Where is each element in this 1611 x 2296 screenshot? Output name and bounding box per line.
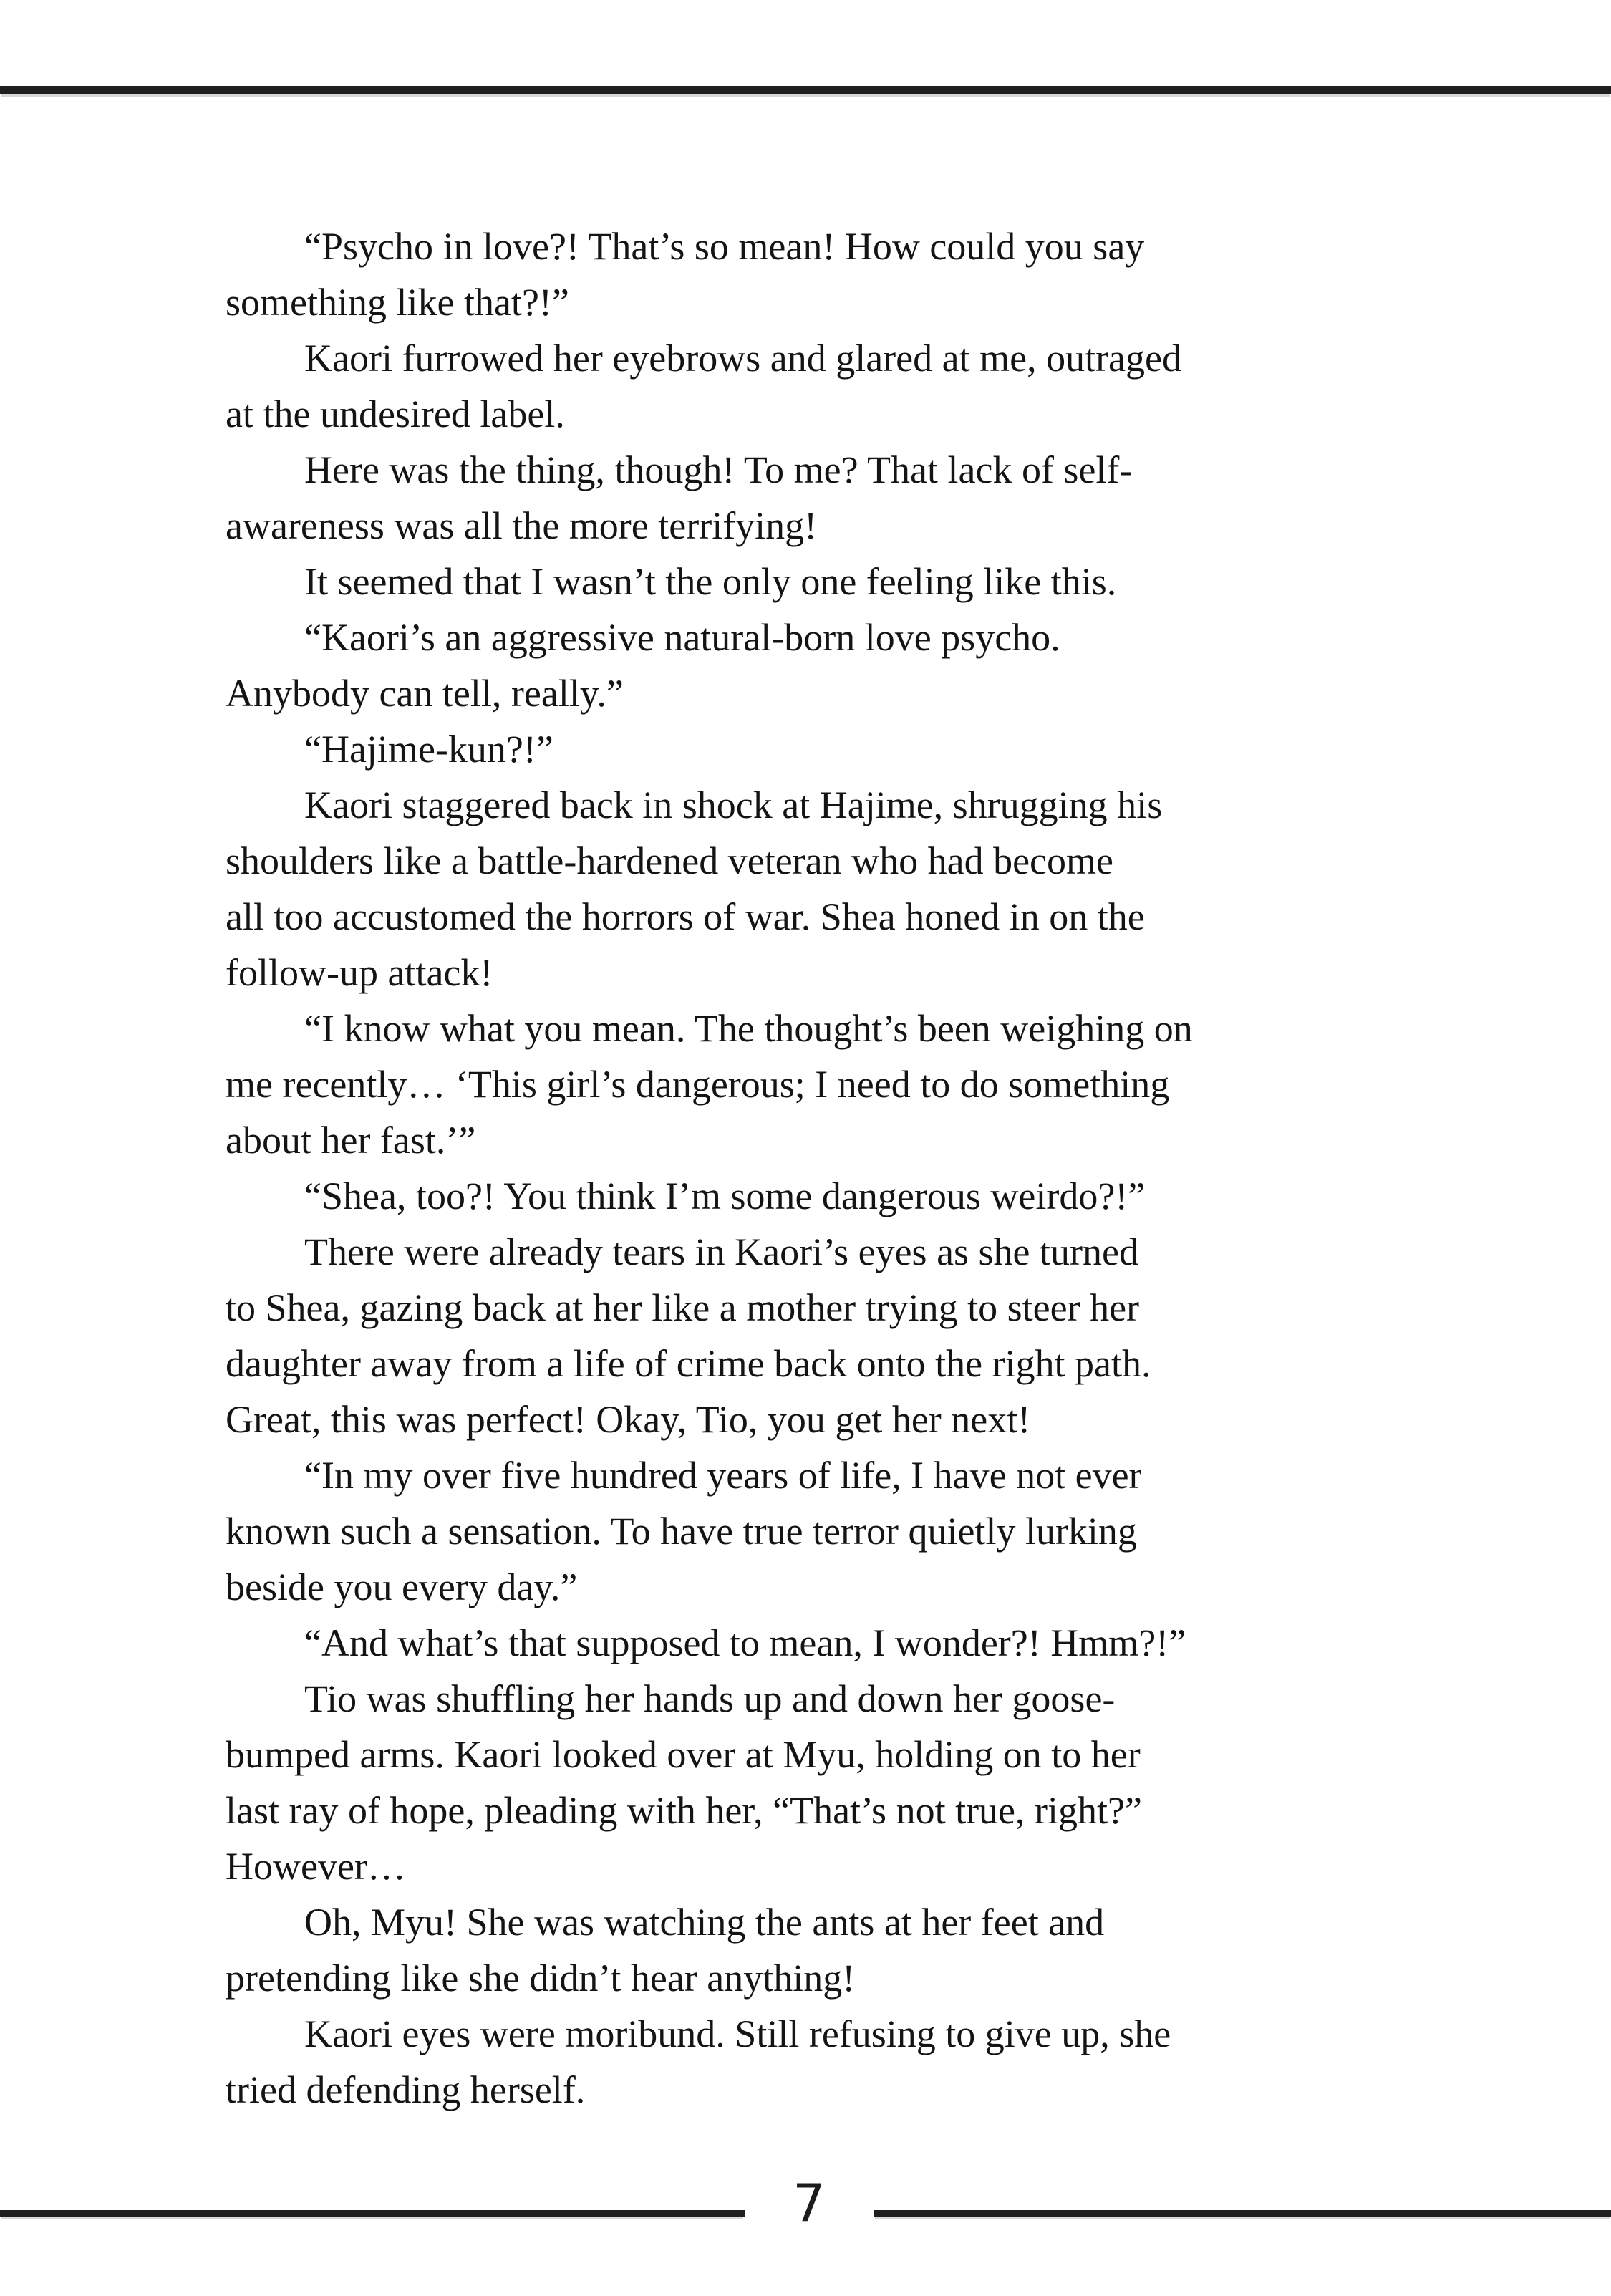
body-line: all too accustomed the horrors of war. Shea honed in on the [226,895,1145,938]
bottom-border-rule-left [0,2210,745,2217]
paragraph [226,721,1436,777]
body-line: about her fast.’” [226,1119,476,1162]
body-line: Great, this was perfect! Okay, Tio, you get her next! [226,1398,1031,1441]
body-line: daughter away from a life of crime back onto the right path. [226,1342,1151,1385]
paragraph [226,554,1436,609]
body-line: “I know what you mean. The thought’s been weighing on [304,1007,1193,1050]
body-line: “Shea, too?! You think I’m some dangerous weirdo?!” [304,1174,1146,1217]
paragraph [226,1447,1436,1615]
body-line: “Hajime-kun?!” [304,728,553,771]
paragraph [226,1894,1436,2006]
body-line: last ray of hope, pleading with her, “That’s not true, right?” [226,1789,1142,1832]
paragraph [226,1168,1436,1224]
body-line: follow-up attack! [226,951,493,994]
body-line: “In my over five hundred years of life, I have not ever [304,1454,1142,1497]
paragraph [226,609,1436,721]
paragraph [226,1615,1436,1671]
body-line: known such a sensation. To have true terror quietly lurking [226,1510,1137,1553]
body-line: bumped arms. Kaori looked over at Myu, holding on to her [226,1733,1141,1776]
paragraph [226,218,1436,330]
body-line: Here was the thing, though! To me? That lack of self- [304,448,1133,491]
paragraph [226,330,1436,442]
body-line: Oh, Myu! She was watching the ants at her feet and [304,1901,1105,1944]
body-line: “Kaori’s an aggressive natural-born love psycho. [304,616,1060,659]
page-number: 7 [793,2173,826,2233]
body-line: at the undesired label. [226,392,565,435]
paragraph [226,777,1436,1000]
paragraph [226,1000,1436,1168]
body-line: Kaori eyes were moribund. Still refusing to give up, she [304,2012,1171,2055]
bottom-border-rule-right [874,2210,1611,2217]
body-line: me recently… ‘This girl’s dangerous; I need to do something [226,1063,1170,1106]
body-line: beside you every day.” [226,1566,578,1608]
body-line: shoulders like a battle-hardened veteran who had become [226,839,1113,882]
body-line: “Psycho in love?! That’s so mean! How could you say [304,225,1145,268]
body-line: awareness was all the more terrifying! [226,504,818,547]
paragraph [226,442,1436,554]
body-line: to Shea, gazing back at her like a mother trying to steer her [226,1286,1140,1329]
body-line: Tio was shuffling her hands up and down her goose- [304,1677,1116,1720]
body-line: Kaori staggered back in shock at Hajime, shrugging his [304,783,1163,826]
body-line: tried defending herself. [226,2068,586,2111]
body-text [226,218,1436,2118]
top-border-rule [0,86,1611,94]
body-line: something like that?!” [226,281,569,324]
paragraph [226,1671,1436,1894]
body-line: Kaori furrowed her eyebrows and glared at me, outraged [304,337,1181,380]
body-line: However… [226,1845,406,1888]
body-line: It seemed that I wasn’t the only one feeling like this. [304,560,1117,603]
paragraph [226,1224,1436,1447]
body-line: Anybody can tell, really.” [226,672,624,715]
body-line: “And what’s that supposed to mean, I wonder?! Hmm?!” [304,1621,1186,1664]
body-line: There were already tears in Kaori’s eyes as she turned [304,1230,1138,1273]
paragraph [226,2006,1436,2118]
body-line: pretending like she didn’t hear anything! [226,1957,856,2000]
